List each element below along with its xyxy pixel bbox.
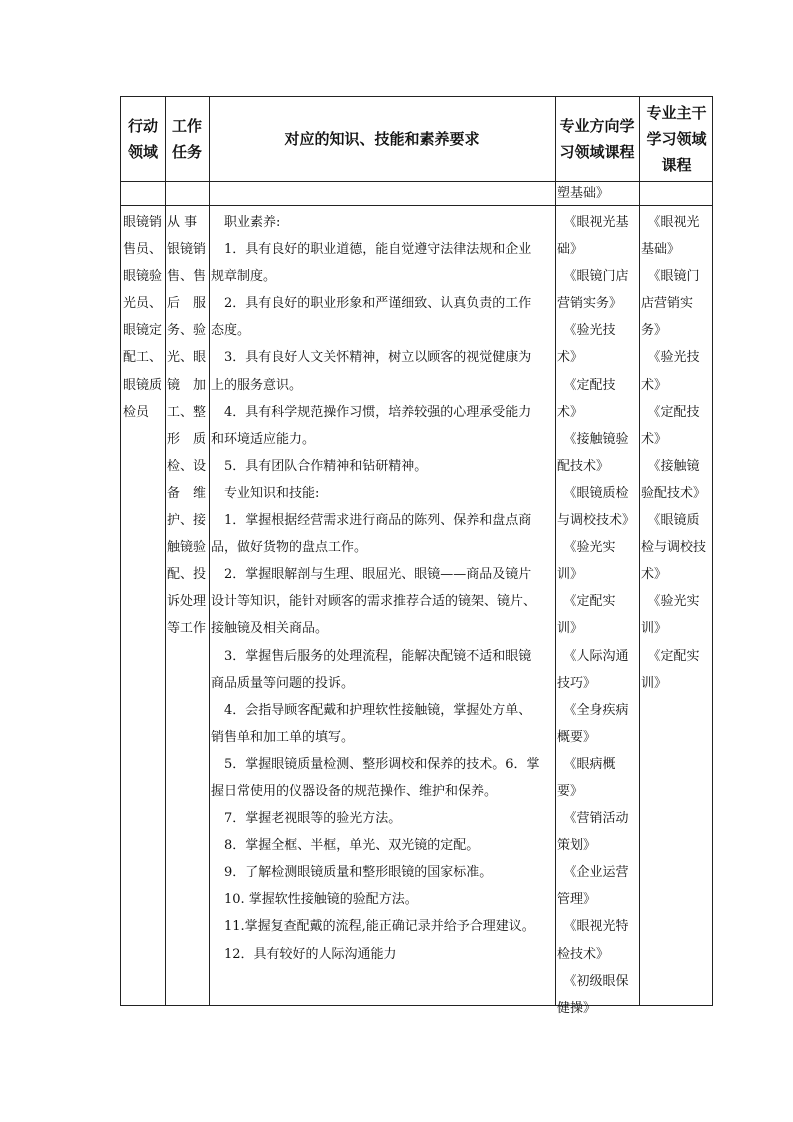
core-course-line: 《验光实	[641, 594, 700, 610]
work-task-line: 镜 加	[167, 377, 207, 393]
core-course-line: 术》	[641, 431, 668, 447]
action-domain-line: 眼镜质	[123, 377, 163, 393]
requirements-cell	[211, 209, 555, 968]
direction-course-line: 概要》	[557, 729, 597, 745]
requirement-line: 2．掌握眼解剖与生理、眼屈光、眼镜——商品及镜片	[211, 567, 532, 583]
header-work-task: 工作 任务	[171, 117, 202, 161]
direction-course-line: 配技术》	[557, 458, 610, 474]
core-course-line: 验配技术》	[641, 485, 707, 501]
direction-course-line: 《眼病概	[557, 756, 616, 772]
action-domain-line: 售员、	[123, 242, 163, 258]
core-course-line: 基础》	[641, 242, 681, 258]
header-core-courses: 专业主干 学习领域 课程	[646, 104, 707, 174]
direction-course-line: 术》	[557, 404, 584, 420]
direction-course-line: 《定配实	[557, 594, 616, 610]
core-courses-cell	[641, 209, 714, 697]
action-domain-line: 配工、	[123, 350, 163, 366]
work-task-cell	[167, 209, 209, 643]
header-action-domain: 行动 领域	[127, 117, 158, 161]
curriculum-table	[120, 96, 713, 1016]
core-course-line: 《眼视光	[641, 215, 700, 230]
direction-course-line: 营销实务》	[557, 296, 623, 312]
work-task-line: 触镜验	[167, 540, 207, 556]
column-divider	[639, 97, 640, 1005]
requirement-line: 9．了解检测眼镜质量和整形眼镜的国家标准。	[211, 865, 493, 881]
direction-course-line: 《初级眼保	[557, 973, 629, 989]
requirement-line: 和环境适应能力。	[211, 431, 316, 447]
column-divider	[165, 97, 166, 1005]
direction-course-line: 《眼镜门店	[557, 269, 629, 285]
core-course-line: 店营销实	[641, 296, 694, 312]
requirement-line: 专业知识和技能:	[211, 485, 320, 501]
core-course-line: 训》	[641, 675, 668, 691]
direction-course-line: 检技术》	[557, 946, 610, 962]
action-domain-line: 眼镜定	[123, 323, 163, 339]
work-task-line: 后 服	[167, 296, 207, 312]
work-task-line: 备 维	[167, 485, 207, 501]
requirement-line: 设计等知识，能针对顾客的需求推荐合适的镜架、镜片、	[211, 594, 537, 610]
direction-course-line: 健操》	[557, 1000, 597, 1016]
core-course-line: 术》	[641, 377, 668, 393]
work-task-line: 银镜销	[167, 242, 207, 258]
work-task-line: 形 质	[167, 431, 207, 447]
direction-course-line: 《定配技	[557, 377, 616, 393]
row-divider	[121, 181, 712, 182]
requirement-line: 2．具有良好的职业形象和严谨细致、认真负责的工作	[211, 296, 532, 312]
core-course-line: 务》	[641, 323, 668, 339]
requirement-line: 4．具有科学规范操作习惯，培养较强的心理承受能力	[211, 404, 532, 420]
core-course-line: 训》	[641, 621, 668, 637]
work-task-line: 从 事	[167, 215, 198, 230]
header-direction-courses: 专业方向学 习领域课程	[559, 117, 635, 161]
direction-course-line: 《眼视光特	[557, 919, 629, 935]
requirement-line: 11.掌握复查配戴的流程,能正确记录并给予合理建议。	[211, 919, 535, 935]
direction-course-line: 术》	[557, 350, 584, 366]
direction-course-line: 《验光技	[557, 323, 616, 339]
direction-course-line: 《验光实	[557, 540, 616, 556]
direction-course-line: 训》	[557, 567, 584, 583]
work-task-line: 务、验	[167, 323, 207, 339]
core-course-line: 《验光技	[641, 350, 700, 366]
direction-course-line: 《企业运营	[557, 865, 629, 881]
action-domain-line: 眼镜验	[123, 269, 163, 285]
requirement-line: 接触镜及相关商品。	[211, 621, 329, 637]
direction-course-line: 础》	[557, 242, 584, 258]
requirement-line: 规章制度。	[211, 269, 277, 285]
direction-course-line: 《营销活动	[557, 811, 629, 827]
requirement-line: 上的服务意识。	[211, 377, 303, 393]
direction-course-line: 与调校技术》	[557, 513, 636, 529]
action-domain-line: 检员	[123, 404, 150, 420]
work-task-line: 诉处理	[167, 594, 207, 610]
work-task-line: 检、设	[167, 458, 207, 474]
requirement-line: 3．具有良好人文关怀精神，树立以顾客的视觉健康为	[211, 350, 532, 366]
direction-course-line: 管理》	[557, 892, 597, 908]
direction-course-line: 技巧》	[557, 675, 597, 691]
core-course-line: 《眼镜门	[641, 269, 700, 285]
requirement-line: 5．掌握眼镜质量检测、整形调校和保养的技术。6．掌	[211, 756, 540, 772]
requirement-line: 10. 掌握软性接触镜的验配方法。	[211, 892, 418, 908]
column-divider	[555, 97, 556, 1005]
action-domain-line: 眼镜销	[123, 215, 163, 230]
requirement-line: 品，做好货物的盘点工作。	[211, 540, 368, 556]
requirement-line: 8．掌握全框、半框，单光、双光镜的定配。	[211, 838, 480, 854]
direction-course-line: 策划》	[557, 838, 597, 854]
core-course-line: 《眼镜质	[641, 513, 700, 529]
work-task-line: 光、眼	[167, 350, 207, 366]
work-task-line: 配、投	[167, 567, 207, 583]
requirement-line: 1．掌握根据经营需求进行商品的陈列、保养和盘点商	[211, 513, 532, 529]
requirement-line: 5．具有团队合作精神和钻研精神。	[211, 458, 428, 474]
requirement-line: 3．掌握售后服务的处理流程，能解决配镜不适和眼镜	[211, 648, 532, 664]
core-course-line: 检与调校技	[641, 540, 707, 556]
direction-course-line: 《接触镜验	[557, 431, 629, 447]
core-course-line: 《定配实	[641, 648, 700, 664]
requirement-line: 态度。	[211, 323, 251, 339]
work-task-line: 工、整	[167, 404, 207, 420]
direction-course-line: 《眼视光基	[557, 215, 629, 230]
core-course-line: 术》	[641, 567, 668, 583]
action-domain-cell	[123, 209, 165, 426]
work-task-line: 售、售	[167, 269, 207, 285]
requirement-line: 7．掌握老视眼等的验光方法。	[211, 811, 402, 827]
direction-courses-cell	[557, 209, 639, 1022]
requirement-line: 职业素养:	[211, 215, 281, 230]
work-task-line: 护、接	[167, 513, 207, 529]
work-task-line: 等工作	[167, 621, 207, 637]
requirement-line: 12．具有较好的人际沟通能力	[211, 946, 397, 962]
direction-course-line: 《全身疾病	[557, 702, 629, 718]
core-course-line: 《接触镜	[641, 458, 700, 474]
row-divider	[121, 205, 712, 206]
direction-course-line: 训》	[557, 621, 584, 637]
direction-course-line: 要》	[557, 783, 584, 799]
requirement-line: 4．会指导顾客配戴和护理软性接触镜，掌握处方单、	[211, 702, 532, 718]
action-domain-line: 光员、	[123, 296, 163, 312]
spacer-row-course-tail: 塑基础》	[557, 186, 610, 201]
requirement-line: 商品质量等问题的投诉。	[211, 675, 355, 691]
header-requirements: 对应的知识、技能和素养要求	[284, 130, 480, 148]
direction-course-line: 《眼镜质检	[557, 485, 629, 501]
requirement-line: 1．具有良好的职业道德，能自觉遵守法律法规和企业	[211, 242, 532, 258]
core-course-line: 《定配技	[641, 404, 700, 420]
requirement-line: 握日常使用的仪器设备的规范操作、维护和保养。	[211, 783, 498, 799]
column-divider	[209, 97, 210, 1005]
direction-course-line: 《人际沟通	[557, 648, 629, 664]
requirement-line: 销售单和加工单的填写。	[211, 729, 355, 745]
